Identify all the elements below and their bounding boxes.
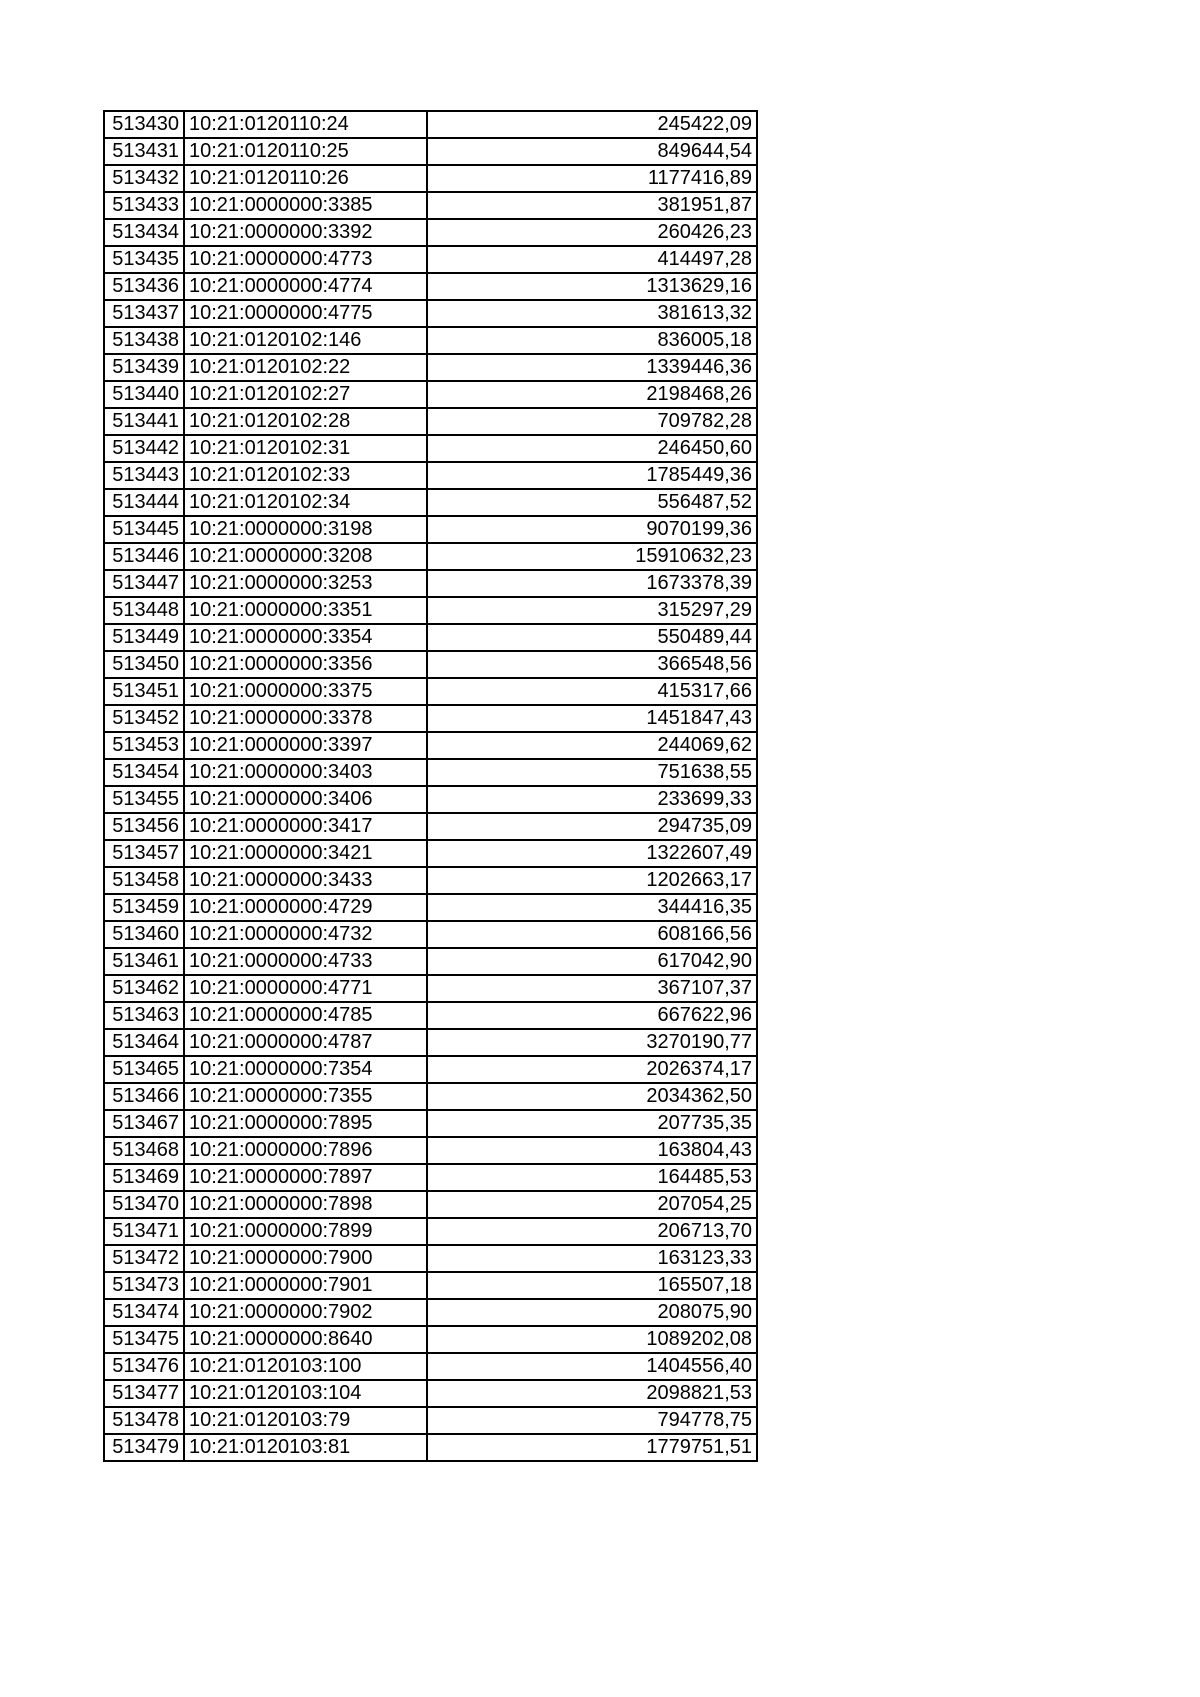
table-row bbox=[104, 867, 757, 894]
value-cell: 15910632,23 bbox=[427, 543, 757, 570]
table-row bbox=[104, 1245, 757, 1272]
row-id-cell: 513466 bbox=[104, 1083, 184, 1110]
cadastral-number-cell: 10:21:0000000:7355 bbox=[184, 1083, 427, 1110]
row-id-cell: 513461 bbox=[104, 948, 184, 975]
cadastral-number-cell: 10:21:0000000:3198 bbox=[184, 516, 427, 543]
value-cell: 1339446,36 bbox=[427, 354, 757, 381]
table-row bbox=[104, 948, 757, 975]
table-row bbox=[104, 786, 757, 813]
cadastral-number-cell: 10:21:0120102:146 bbox=[184, 327, 427, 354]
table-row bbox=[104, 1218, 757, 1245]
table-row bbox=[104, 597, 757, 624]
row-id-cell: 513450 bbox=[104, 651, 184, 678]
cadastral-number-cell: 10:21:0000000:4729 bbox=[184, 894, 427, 921]
table-row bbox=[104, 1056, 757, 1083]
cadastral-number-cell: 10:21:0000000:4787 bbox=[184, 1029, 427, 1056]
table-row bbox=[104, 435, 757, 462]
value-cell: 836005,18 bbox=[427, 327, 757, 354]
value-cell: 208075,90 bbox=[427, 1299, 757, 1326]
cadastral-number-cell: 10:21:0000000:7354 bbox=[184, 1056, 427, 1083]
table-row bbox=[104, 1380, 757, 1407]
cadastral-number-cell: 10:21:0120110:24 bbox=[184, 111, 427, 138]
value-cell: 1404556,40 bbox=[427, 1353, 757, 1380]
table-row bbox=[104, 327, 757, 354]
row-id-cell: 513446 bbox=[104, 543, 184, 570]
row-id-cell: 513437 bbox=[104, 300, 184, 327]
table-row bbox=[104, 354, 757, 381]
row-id-cell: 513475 bbox=[104, 1326, 184, 1353]
cadastral-number-cell: 10:21:0000000:4773 bbox=[184, 246, 427, 273]
value-cell: 1322607,49 bbox=[427, 840, 757, 867]
value-cell: 294735,09 bbox=[427, 813, 757, 840]
row-id-cell: 513430 bbox=[104, 111, 184, 138]
table-row bbox=[104, 1083, 757, 1110]
row-id-cell: 513477 bbox=[104, 1380, 184, 1407]
table-row bbox=[104, 192, 757, 219]
value-cell: 2098821,53 bbox=[427, 1380, 757, 1407]
table-row bbox=[104, 651, 757, 678]
cadastral-number-cell: 10:21:0000000:4785 bbox=[184, 1002, 427, 1029]
table-row bbox=[104, 246, 757, 273]
value-cell: 1089202,08 bbox=[427, 1326, 757, 1353]
cadastral-number-cell: 10:21:0000000:4733 bbox=[184, 948, 427, 975]
cadastral-number-cell: 10:21:0000000:3375 bbox=[184, 678, 427, 705]
value-cell: 164485,53 bbox=[427, 1164, 757, 1191]
value-cell: 207054,25 bbox=[427, 1191, 757, 1218]
cadastral-number-cell: 10:21:0000000:4775 bbox=[184, 300, 427, 327]
cadastral-number-cell: 10:21:0120103:81 bbox=[184, 1434, 427, 1461]
table-row bbox=[104, 759, 757, 786]
value-cell: 608166,56 bbox=[427, 921, 757, 948]
value-cell: 1202663,17 bbox=[427, 867, 757, 894]
value-cell: 163804,43 bbox=[427, 1137, 757, 1164]
row-id-cell: 513467 bbox=[104, 1110, 184, 1137]
row-id-cell: 513465 bbox=[104, 1056, 184, 1083]
cadastral-number-cell: 10:21:0120103:100 bbox=[184, 1353, 427, 1380]
row-id-cell: 513463 bbox=[104, 1002, 184, 1029]
cadastral-number-cell: 10:21:0000000:7896 bbox=[184, 1137, 427, 1164]
table-row bbox=[104, 300, 757, 327]
value-cell: 165507,18 bbox=[427, 1272, 757, 1299]
cadastral-number-cell: 10:21:0000000:3392 bbox=[184, 219, 427, 246]
cadastral-number-cell: 10:21:0120102:28 bbox=[184, 408, 427, 435]
row-id-cell: 513435 bbox=[104, 246, 184, 273]
table-row bbox=[104, 1029, 757, 1056]
cadastral-number-cell: 10:21:0000000:3397 bbox=[184, 732, 427, 759]
value-cell: 344416,35 bbox=[427, 894, 757, 921]
cadastral-number-cell: 10:21:0000000:7898 bbox=[184, 1191, 427, 1218]
value-cell: 315297,29 bbox=[427, 597, 757, 624]
table-row bbox=[104, 1353, 757, 1380]
row-id-cell: 513440 bbox=[104, 381, 184, 408]
table-row bbox=[104, 489, 757, 516]
row-id-cell: 513455 bbox=[104, 786, 184, 813]
row-id-cell: 513445 bbox=[104, 516, 184, 543]
row-id-cell: 513460 bbox=[104, 921, 184, 948]
value-cell: 260426,23 bbox=[427, 219, 757, 246]
cadastral-number-cell: 10:21:0000000:7902 bbox=[184, 1299, 427, 1326]
cadastral-number-cell: 10:21:0000000:4774 bbox=[184, 273, 427, 300]
table-row bbox=[104, 1272, 757, 1299]
cadastral-number-cell: 10:21:0120103:104 bbox=[184, 1380, 427, 1407]
cadastral-number-cell: 10:21:0000000:3253 bbox=[184, 570, 427, 597]
value-cell: 1785449,36 bbox=[427, 462, 757, 489]
table-row bbox=[104, 840, 757, 867]
table-row bbox=[104, 1137, 757, 1164]
row-id-cell: 513469 bbox=[104, 1164, 184, 1191]
row-id-cell: 513432 bbox=[104, 165, 184, 192]
row-id-cell: 513468 bbox=[104, 1137, 184, 1164]
row-id-cell: 513441 bbox=[104, 408, 184, 435]
row-id-cell: 513472 bbox=[104, 1245, 184, 1272]
row-id-cell: 513453 bbox=[104, 732, 184, 759]
value-cell: 367107,37 bbox=[427, 975, 757, 1002]
row-id-cell: 513443 bbox=[104, 462, 184, 489]
cadastral-number-cell: 10:21:0120102:22 bbox=[184, 354, 427, 381]
value-cell: 556487,52 bbox=[427, 489, 757, 516]
row-id-cell: 513449 bbox=[104, 624, 184, 651]
data-table bbox=[103, 110, 758, 1462]
cadastral-number-cell: 10:21:0000000:8640 bbox=[184, 1326, 427, 1353]
cadastral-number-cell: 10:21:0000000:3208 bbox=[184, 543, 427, 570]
value-cell: 233699,33 bbox=[427, 786, 757, 813]
table-row bbox=[104, 111, 757, 138]
row-id-cell: 513471 bbox=[104, 1218, 184, 1245]
cadastral-number-cell: 10:21:0000000:7901 bbox=[184, 1272, 427, 1299]
value-cell: 414497,28 bbox=[427, 246, 757, 273]
row-id-cell: 513459 bbox=[104, 894, 184, 921]
table-row bbox=[104, 165, 757, 192]
table-row bbox=[104, 1407, 757, 1434]
row-id-cell: 513431 bbox=[104, 138, 184, 165]
row-id-cell: 513457 bbox=[104, 840, 184, 867]
cadastral-number-cell: 10:21:0120103:79 bbox=[184, 1407, 427, 1434]
value-cell: 207735,35 bbox=[427, 1110, 757, 1137]
value-cell: 709782,28 bbox=[427, 408, 757, 435]
row-id-cell: 513438 bbox=[104, 327, 184, 354]
table-row bbox=[104, 570, 757, 597]
row-id-cell: 513458 bbox=[104, 867, 184, 894]
cadastral-number-cell: 10:21:0000000:3406 bbox=[184, 786, 427, 813]
row-id-cell: 513433 bbox=[104, 192, 184, 219]
row-id-cell: 513439 bbox=[104, 354, 184, 381]
cadastral-number-cell: 10:21:0000000:7897 bbox=[184, 1164, 427, 1191]
value-cell: 381613,32 bbox=[427, 300, 757, 327]
row-id-cell: 513436 bbox=[104, 273, 184, 300]
value-cell: 1313629,16 bbox=[427, 273, 757, 300]
table-row bbox=[104, 381, 757, 408]
value-cell: 2026374,17 bbox=[427, 1056, 757, 1083]
cadastral-number-cell: 10:21:0000000:3403 bbox=[184, 759, 427, 786]
value-cell: 2034362,50 bbox=[427, 1083, 757, 1110]
row-id-cell: 513447 bbox=[104, 570, 184, 597]
row-id-cell: 513474 bbox=[104, 1299, 184, 1326]
row-id-cell: 513473 bbox=[104, 1272, 184, 1299]
table-row bbox=[104, 138, 757, 165]
value-cell: 1177416,89 bbox=[427, 165, 757, 192]
table-row bbox=[104, 975, 757, 1002]
value-cell: 9070199,36 bbox=[427, 516, 757, 543]
row-id-cell: 513478 bbox=[104, 1407, 184, 1434]
cadastral-number-cell: 10:21:0120102:34 bbox=[184, 489, 427, 516]
cadastral-number-cell: 10:21:0120102:31 bbox=[184, 435, 427, 462]
value-cell: 3270190,77 bbox=[427, 1029, 757, 1056]
table-row bbox=[104, 705, 757, 732]
row-id-cell: 513456 bbox=[104, 813, 184, 840]
row-id-cell: 513452 bbox=[104, 705, 184, 732]
row-id-cell: 513462 bbox=[104, 975, 184, 1002]
value-cell: 206713,70 bbox=[427, 1218, 757, 1245]
cadastral-number-cell: 10:21:0000000:3378 bbox=[184, 705, 427, 732]
row-id-cell: 513454 bbox=[104, 759, 184, 786]
row-id-cell: 513434 bbox=[104, 219, 184, 246]
row-id-cell: 513448 bbox=[104, 597, 184, 624]
value-cell: 163123,33 bbox=[427, 1245, 757, 1272]
value-cell: 1779751,51 bbox=[427, 1434, 757, 1461]
table-row bbox=[104, 1164, 757, 1191]
cadastral-number-cell: 10:21:0000000:3356 bbox=[184, 651, 427, 678]
table-row bbox=[104, 1299, 757, 1326]
table-row bbox=[104, 516, 757, 543]
value-cell: 245422,09 bbox=[427, 111, 757, 138]
row-id-cell: 513476 bbox=[104, 1353, 184, 1380]
table-row bbox=[104, 921, 757, 948]
table-row bbox=[104, 894, 757, 921]
value-cell: 617042,90 bbox=[427, 948, 757, 975]
cadastral-number-cell: 10:21:0000000:7900 bbox=[184, 1245, 427, 1272]
cadastral-number-cell: 10:21:0000000:7899 bbox=[184, 1218, 427, 1245]
cadastral-number-cell: 10:21:0120110:25 bbox=[184, 138, 427, 165]
row-id-cell: 513464 bbox=[104, 1029, 184, 1056]
value-cell: 849644,54 bbox=[427, 138, 757, 165]
cadastral-number-cell: 10:21:0120110:26 bbox=[184, 165, 427, 192]
cadastral-number-cell: 10:21:0000000:3417 bbox=[184, 813, 427, 840]
row-id-cell: 513470 bbox=[104, 1191, 184, 1218]
table-row bbox=[104, 1002, 757, 1029]
cadastral-number-cell: 10:21:0000000:3421 bbox=[184, 840, 427, 867]
value-cell: 381951,87 bbox=[427, 192, 757, 219]
table-row bbox=[104, 813, 757, 840]
cadastral-number-cell: 10:21:0000000:3385 bbox=[184, 192, 427, 219]
row-id-cell: 513479 bbox=[104, 1434, 184, 1461]
value-cell: 1451847,43 bbox=[427, 705, 757, 732]
value-cell: 794778,75 bbox=[427, 1407, 757, 1434]
value-cell: 415317,66 bbox=[427, 678, 757, 705]
cadastral-number-cell: 10:21:0000000:3354 bbox=[184, 624, 427, 651]
table-row bbox=[104, 543, 757, 570]
cadastral-number-cell: 10:21:0000000:4732 bbox=[184, 921, 427, 948]
table-body bbox=[104, 111, 757, 1461]
value-cell: 244069,62 bbox=[427, 732, 757, 759]
table-row bbox=[104, 1326, 757, 1353]
table-row bbox=[104, 408, 757, 435]
cadastral-number-cell: 10:21:0000000:3433 bbox=[184, 867, 427, 894]
table-row bbox=[104, 462, 757, 489]
cadastral-number-cell: 10:21:0000000:4771 bbox=[184, 975, 427, 1002]
table-row bbox=[104, 732, 757, 759]
table-row bbox=[104, 678, 757, 705]
value-cell: 2198468,26 bbox=[427, 381, 757, 408]
cadastral-number-cell: 10:21:0000000:7895 bbox=[184, 1110, 427, 1137]
value-cell: 667622,96 bbox=[427, 1002, 757, 1029]
value-cell: 1673378,39 bbox=[427, 570, 757, 597]
table-row bbox=[104, 1191, 757, 1218]
cadastral-number-cell: 10:21:0120102:27 bbox=[184, 381, 427, 408]
row-id-cell: 513451 bbox=[104, 678, 184, 705]
value-cell: 366548,56 bbox=[427, 651, 757, 678]
value-cell: 550489,44 bbox=[427, 624, 757, 651]
cadastral-number-cell: 10:21:0120102:33 bbox=[184, 462, 427, 489]
table-row bbox=[104, 1110, 757, 1137]
row-id-cell: 513442 bbox=[104, 435, 184, 462]
table-row bbox=[104, 1434, 757, 1461]
cadastral-number-cell: 10:21:0000000:3351 bbox=[184, 597, 427, 624]
row-id-cell: 513444 bbox=[104, 489, 184, 516]
table-row bbox=[104, 273, 757, 300]
value-cell: 751638,55 bbox=[427, 759, 757, 786]
value-cell: 246450,60 bbox=[427, 435, 757, 462]
table-row bbox=[104, 219, 757, 246]
table-row bbox=[104, 624, 757, 651]
